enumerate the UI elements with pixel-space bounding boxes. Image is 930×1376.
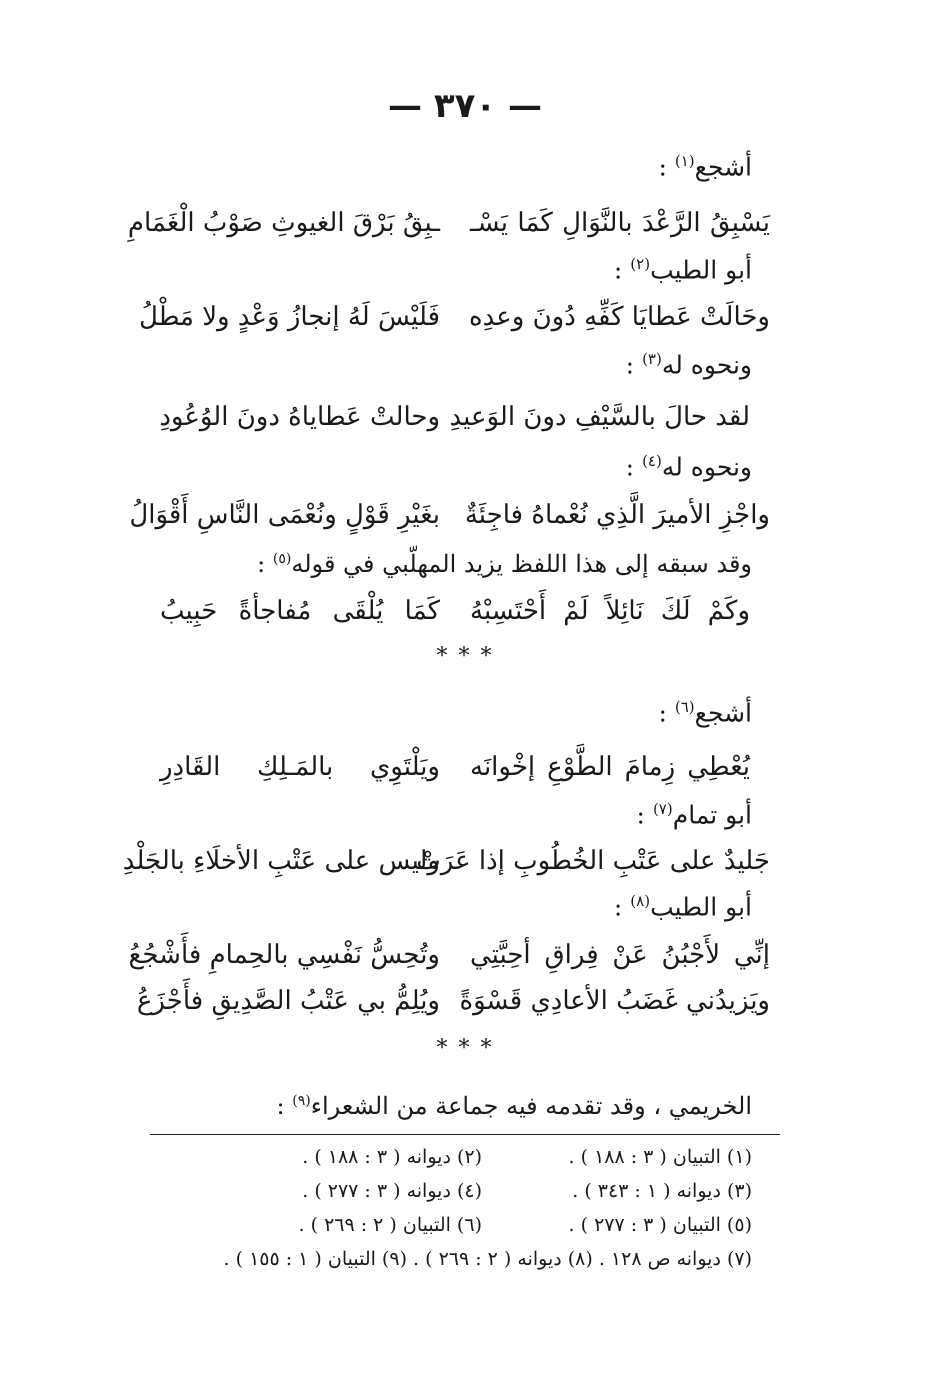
poet-name: أشجع [694, 152, 752, 182]
footnote-row [132, 1214, 752, 1244]
page-number: — ٣٧٠ — [388, 86, 542, 126]
poet-heading [614, 255, 752, 284]
verse-hemistich-first: وحَالَتْ عَطايَا كَفِّهِ دُونَ وعدِه [468, 302, 770, 332]
verse-line [128, 940, 770, 986]
verse-line [122, 846, 770, 892]
footnote-row [132, 1180, 752, 1210]
footnote-ref: (٤) [642, 452, 662, 470]
colon: : [658, 698, 667, 728]
footnote: (٢) ديوانه ( ٣ : ١٨٨ ) . [302, 1146, 482, 1168]
footnote-ref: (٩) [292, 1093, 311, 1109]
poet-heading [626, 452, 752, 481]
poet-name: ونحوه له [661, 350, 752, 380]
poet-name: ونحوه له [661, 452, 752, 482]
footnote-ref: (٨) [630, 892, 651, 910]
colon: : [276, 1092, 285, 1120]
verse-hemistich-first: جَليدٌ على عَتْبِ الخُطُوبِ إذا عَرَتْ [416, 846, 770, 876]
poet-heading [637, 800, 752, 829]
verse-hemistich-first: إنِّي لأَجْبُنُ عَنْ فِراقِ أحِبَّتِي [470, 940, 770, 970]
prose-line [276, 1092, 752, 1120]
footnote: (٣) ديوانه ( ١ : ٣٤٣ ) . [572, 1180, 752, 1202]
poet-name: أبو الطيب [650, 255, 752, 285]
verse-line [129, 500, 770, 546]
poet-name: أشجع [694, 698, 752, 728]
footnote-ref: (٧) [652, 800, 673, 818]
footnote: (٦) التبيان ( ٢ : ٢٦٩ ) . [298, 1214, 482, 1236]
colon: : [625, 350, 635, 380]
poet-heading [658, 698, 752, 727]
section-divider-stars: * * * [436, 1036, 494, 1061]
colon: : [658, 152, 667, 182]
colon: : [636, 800, 645, 830]
verse-hemistich-second: ويُلِمُّ بي عَتْبُ الصَّدِيقِ فأَجْزَعُ [136, 986, 440, 1016]
verse-hemistich-second: ـبِقُ بَرْقَ الغيوثِ صَوْبُ الْغَمَامِ [127, 208, 440, 238]
verse-hemistich-second: فَلَيْسَ لَهُ إنجازُ وَعْدٍ ولا مَطْلُ [139, 302, 440, 332]
colon: : [625, 452, 635, 482]
verse-hemistich-first: يَسْبِقُ الرَّعْدَ بالنَّوَالِ كَمَا يَسْـ [470, 208, 770, 238]
footnote-ref: (١) [674, 152, 695, 170]
footnote: (١) التبيان ( ٣ : ١٨٨ ) . [568, 1146, 752, 1168]
verse-hemistich-second: بغَيْرِ قَوْلٍ ونُعْمَى النَّاسِ أَقْوَالُ [129, 500, 440, 530]
verse-hemistich-first: واجْزِ الأميرَ الَّذِي نُعْماهُ فاجِئَةٌ [464, 500, 770, 530]
footnote-ref: (٥) [272, 551, 292, 567]
section-divider-stars: * * * [436, 644, 494, 669]
verse-hemistich-second: وتُحِسُّ نَفْسِي بالحِمامِ فأَشْجُعُ [128, 940, 440, 970]
colon: : [613, 892, 623, 922]
verse-line [140, 596, 770, 642]
verse-hemistich-second: كَمَا يُلْقَى مُفاجأةً حَبِيبُ [160, 596, 440, 626]
prose-text: وقد سبقه إلى هذا اللفظ يزيد المهلّبي في قوله [291, 550, 752, 578]
verse-hemistich-first: ويَزيدُني غَضَبُ الأعادِي قَسْوَةً [459, 986, 770, 1016]
verse-hemistich-first: يُعْطِي زِمامَ الطَّوْعِ إخْوانَه [470, 752, 750, 782]
poet-name: أبو الطيب [650, 892, 752, 922]
footnote: (٤) ديوانه ( ٣ : ٢٧٧ ) . [302, 1180, 482, 1202]
verse-hemistich-second: ويَلْتَوِي بالمَـلِكِ القَادِرِ [160, 752, 440, 782]
verse-hemistich-second: وليس على عَتْبِ الأخلَاءِ بالجَلْدِ [122, 846, 440, 876]
colon: : [257, 550, 266, 578]
verse-line [127, 208, 770, 254]
prose-line [257, 550, 752, 578]
poet-heading [614, 892, 752, 921]
verse-line [140, 752, 770, 798]
verse-hemistich-first: لقد حالَ بالسَّيْفِ دونَ الوَعيدِ [449, 402, 750, 432]
verse-hemistich-first: وكَمْ لَكَ نَائِلاً لَمْ أَحْتَسِبْهُ [470, 596, 750, 626]
verse-line [136, 986, 770, 1032]
verse-line [140, 302, 770, 348]
footnote: (٥) التبيان ( ٣ : ٢٧٧ ) . [568, 1214, 752, 1236]
footnote-ref: (٣) [642, 350, 662, 368]
verse-hemistich-second: وحالتْ عَطاياهُ دونَ الوُعُودِ [159, 402, 440, 432]
colon: : [613, 255, 623, 285]
poet-heading [626, 350, 752, 379]
poet-name: أبو تمام [672, 800, 752, 830]
footnote-row: (٧) ديوانه ص ١٢٨ . (٨) ديوانه ( ٢ : ٢٦٩ ) . (٩) التبيان ( ١ : ١٥٥ ) . [223, 1248, 752, 1270]
poet-heading [658, 152, 752, 181]
footnote-ref: (٦) [674, 698, 695, 716]
footnote-ref: (٢) [630, 255, 651, 273]
prose-text: الخريمي ، وقد تقدمه فيه جماعة من الشعراء [310, 1092, 752, 1120]
verse-line [140, 402, 770, 448]
footnote-row [132, 1146, 752, 1176]
footnote-separator [150, 1134, 780, 1135]
